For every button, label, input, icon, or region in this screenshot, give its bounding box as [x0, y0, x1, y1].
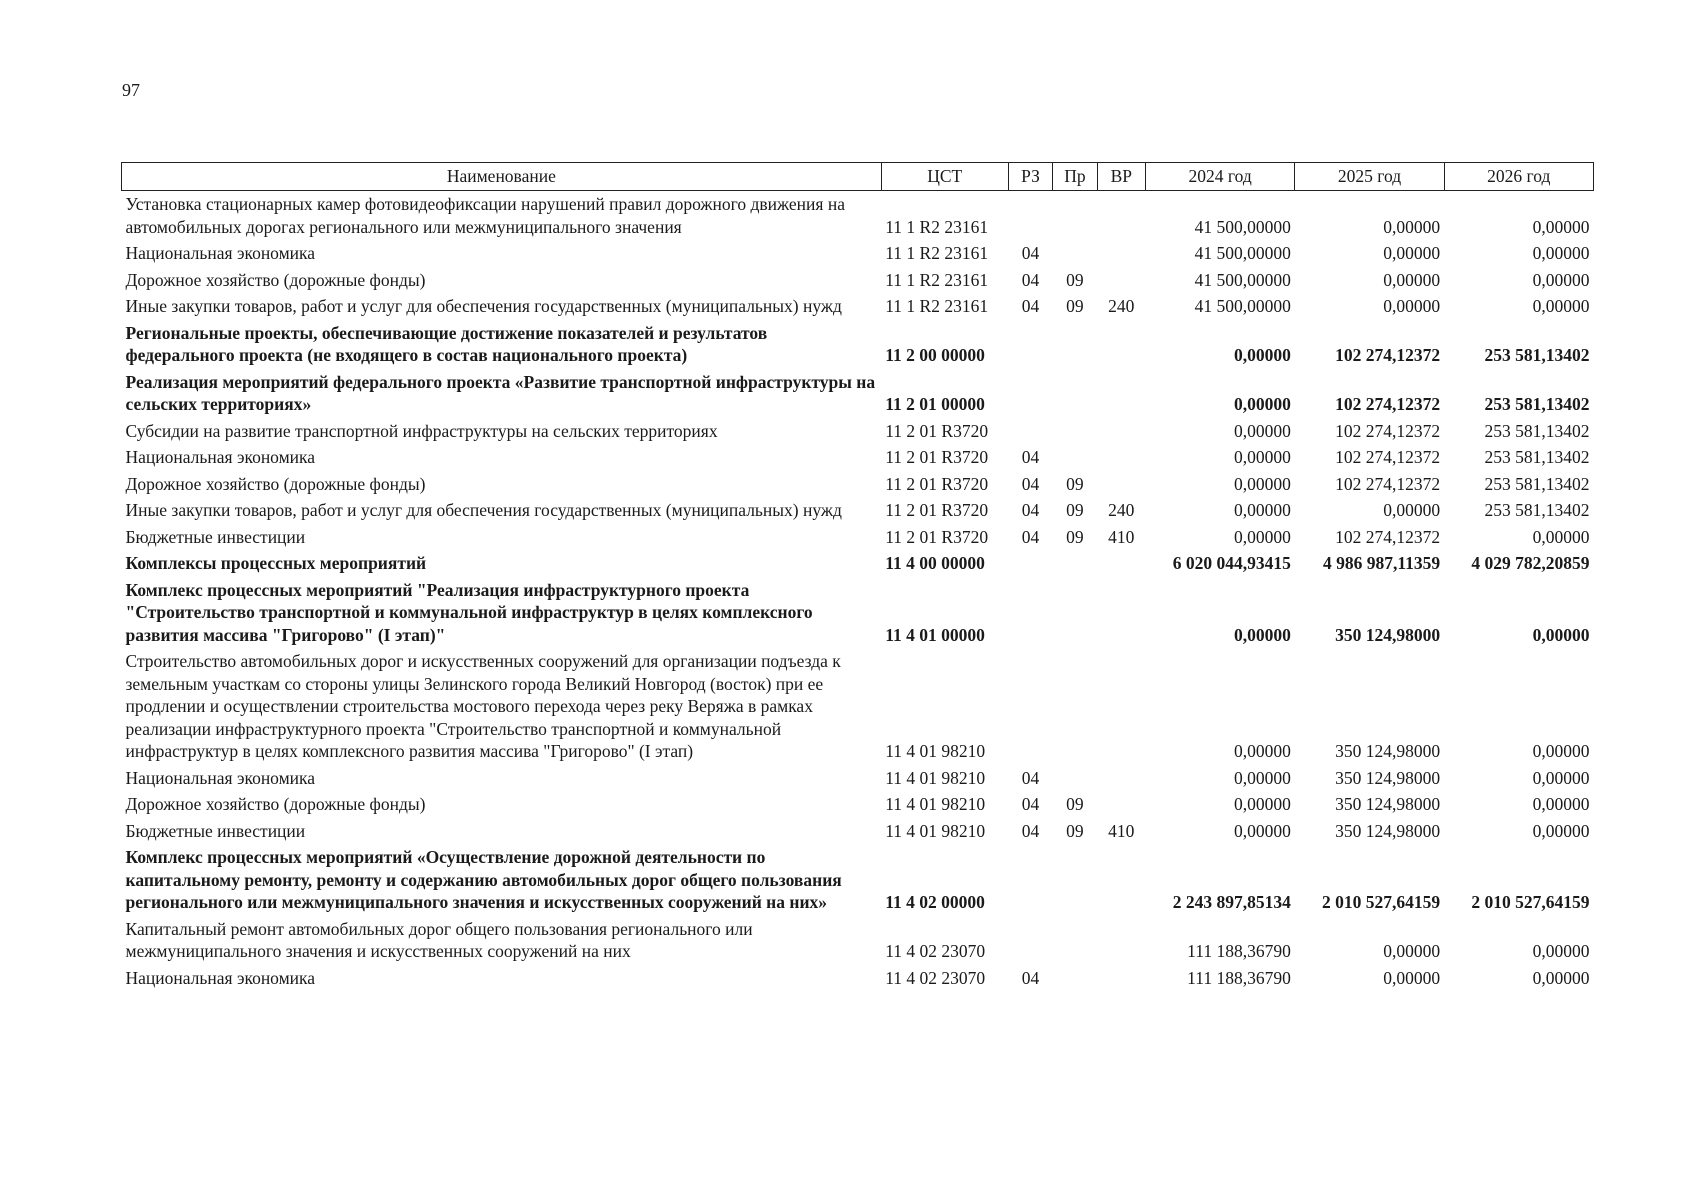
- cell-y2025: 350 124,98000: [1335, 794, 1441, 814]
- cell-name: Комплекс процессных мероприятий "Реализация инфраструктурного проекта "Строительство транспортной и коммунальной инфраструктур в целях комплексного развития массива "Григорово" (I этап)": [125, 579, 813, 645]
- cell-vr: [1097, 267, 1145, 294]
- cell-y2024: 0,00000: [1233, 447, 1291, 467]
- cell-y2026: 0,00000: [1532, 941, 1590, 961]
- header-2024: 2024 год: [1146, 163, 1295, 191]
- cell-y2026: 0,00000: [1532, 741, 1590, 761]
- cell-pr: 09: [1066, 296, 1084, 316]
- cell-y2025: 350 124,98000: [1335, 624, 1441, 645]
- cell-cst: 11 4 01 00000: [885, 624, 985, 645]
- cell-rz: [1008, 844, 1052, 916]
- cell-y2024: 0,00000: [1233, 820, 1291, 841]
- cell-cst: 11 2 00 00000: [885, 345, 985, 365]
- cell-y2026: 0,00000: [1532, 243, 1590, 263]
- cell-y2024: 0,00000: [1233, 394, 1291, 414]
- cell-pr: [1053, 191, 1097, 241]
- header-2025: 2025 год: [1295, 163, 1444, 191]
- cell-y2026: 253 581,13402: [1484, 394, 1590, 414]
- cell-cst: 11 1 R2 23161: [885, 296, 989, 316]
- cell-vr: [1097, 844, 1145, 916]
- table-row: [122, 965, 1594, 992]
- cell-y2024: 41 500,00000: [1194, 216, 1291, 237]
- cell-pr: 09: [1066, 269, 1084, 290]
- cell-y2024: 0,00000: [1233, 420, 1291, 441]
- cell-y2025: 350 124,98000: [1335, 820, 1441, 841]
- cell-pr: [1053, 916, 1097, 965]
- table-row: [122, 418, 1594, 445]
- table-row: [122, 191, 1594, 241]
- cell-y2026: 253 581,13402: [1484, 500, 1590, 520]
- cell-cst: 11 2 01 R3720: [885, 526, 989, 547]
- cell-rz: 04: [1021, 767, 1040, 788]
- table-row: [122, 791, 1594, 818]
- cell-rz: [1008, 320, 1052, 369]
- cell-cst: 11 1 R2 23161: [885, 243, 989, 263]
- cell-y2025: 102 274,12372: [1335, 473, 1441, 494]
- cell-cst: 11 2 01 R3720: [885, 500, 989, 520]
- cell-y2024: 0,00000: [1233, 624, 1291, 645]
- cell-cst: 11 4 00 00000: [885, 553, 985, 573]
- cell-pr: [1053, 577, 1097, 649]
- table-row: [122, 240, 1594, 267]
- cell-y2025: 0,00000: [1383, 243, 1441, 263]
- cell-vr: [1097, 471, 1145, 498]
- cell-y2024: 41 500,00000: [1194, 269, 1291, 290]
- cell-pr: [1053, 320, 1097, 369]
- cell-rz: 04: [1021, 243, 1040, 263]
- cell-y2025: 0,00000: [1383, 216, 1441, 237]
- cell-vr: [1097, 965, 1145, 992]
- cell-y2026: 2 010 527,64159: [1471, 892, 1590, 912]
- cell-y2025: 102 274,12372: [1335, 420, 1441, 441]
- cell-y2026: 4 029 782,20859: [1471, 553, 1590, 573]
- cell-pr: [1053, 550, 1097, 577]
- cell-y2026: 0,00000: [1532, 967, 1590, 988]
- cell-vr: [1097, 765, 1145, 792]
- cell-name: Национальная экономика: [125, 767, 316, 788]
- cell-name: Дорожное хозяйство (дорожные фонды): [125, 269, 426, 290]
- cell-name: Региональные проекты, обеспечивающие достижение показателей и результатов федерального проекта (не входящего в состав национального проекта): [125, 322, 768, 365]
- cell-vr: [1097, 369, 1145, 418]
- cell-pr: 09: [1066, 820, 1084, 841]
- cell-y2026: 0,00000: [1532, 767, 1590, 788]
- cell-cst: 11 4 02 23070: [885, 941, 986, 961]
- cell-y2024: 0,00000: [1233, 500, 1291, 520]
- table-row: [122, 369, 1594, 418]
- table-row: [122, 916, 1594, 965]
- cell-pr: [1053, 240, 1097, 267]
- table-row: [122, 471, 1594, 498]
- cell-pr: [1053, 369, 1097, 418]
- cell-name: Реализация мероприятий федерального проекта «Развитие транспортной инфраструктуры на сельских территориях»: [125, 371, 876, 414]
- cell-y2024: 2 243 897,85134: [1172, 892, 1291, 912]
- table-row: [122, 648, 1594, 765]
- cell-name: Национальная экономика: [125, 447, 316, 467]
- cell-vr: [1097, 418, 1145, 445]
- cell-rz: [1008, 418, 1052, 445]
- cell-y2026: 253 581,13402: [1484, 447, 1590, 467]
- cell-vr: 240: [1108, 500, 1135, 520]
- cell-y2024: 41 500,00000: [1194, 296, 1291, 316]
- cell-y2026: 0,00000: [1532, 269, 1590, 290]
- cell-vr: [1097, 320, 1145, 369]
- table-body: [122, 191, 1594, 992]
- cell-cst: 11 4 01 98210: [885, 741, 986, 761]
- cell-y2024: 0,00000: [1233, 473, 1291, 494]
- cell-name: Строительство автомобильных дорог и искусственных сооружений для организации подъезда к земельным участкам со стороны улицы Зелинского города Великий Новгород (восток) при ее продлении и осуществлении строительства мостового перехода через реку Веряжа в рамках реализации инфраструктурного проекта "Строительство транспортной и коммунальной инфраструктур в целях комплексного развития массива "Григорово" (I этап): [125, 651, 841, 761]
- cell-vr: [1097, 191, 1145, 241]
- cell-y2024: 41 500,00000: [1194, 243, 1291, 263]
- cell-y2025: 102 274,12372: [1335, 526, 1441, 547]
- cell-name: Капитальный ремонт автомобильных дорог общего пользования регионального или межмуниципального значения и искусственных сооружений на них: [125, 918, 753, 961]
- cell-vr: [1097, 550, 1145, 577]
- cell-rz: [1008, 577, 1052, 649]
- cell-cst: 11 4 01 98210: [885, 820, 986, 841]
- cell-y2025: 0,00000: [1383, 296, 1441, 316]
- cell-y2026: 0,00000: [1532, 794, 1590, 814]
- cell-name: Установка стационарных камер фотовидеофиксации нарушений правил дорожного движения на автомобильных дорогах регионального или межмуниципального значения: [125, 194, 845, 237]
- cell-y2026: 0,00000: [1532, 296, 1590, 316]
- cell-name: Субсидии на развитие транспортной инфраструктуры на сельских территориях: [125, 420, 718, 441]
- cell-pr: 09: [1066, 794, 1084, 814]
- table-header-row: [122, 163, 1594, 191]
- cell-y2025: 4 986 987,11359: [1322, 553, 1441, 573]
- cell-vr: [1097, 648, 1145, 765]
- cell-rz: [1008, 916, 1052, 965]
- header-pr: Пр: [1053, 163, 1097, 191]
- cell-name: Комплекс процессных мероприятий «Осуществление дорожной деятельности по капитальному ремонту, ремонту и содержанию автомобильных дорог общего пользования регионального или межмуниципального значения и искусственных сооружений на них»: [125, 847, 842, 912]
- cell-name: Национальная экономика: [125, 967, 316, 988]
- cell-vr: 410: [1108, 820, 1135, 841]
- cell-cst: 11 2 01 R3720: [885, 473, 989, 494]
- table-row: [122, 267, 1594, 294]
- cell-name: Иные закупки товаров, работ и услуг для обеспечения государственных (муниципальных) нужд: [125, 296, 842, 316]
- cell-cst: 11 4 02 00000: [885, 892, 985, 912]
- cell-y2026: 253 581,13402: [1484, 420, 1590, 441]
- cell-cst: 11 4 01 98210: [885, 794, 986, 814]
- cell-y2025: 0,00000: [1383, 500, 1441, 520]
- page-number: 97: [122, 80, 140, 100]
- cell-rz: [1008, 648, 1052, 765]
- cell-y2026: 0,00000: [1532, 820, 1590, 841]
- cell-rz: [1008, 550, 1052, 577]
- cell-y2025: 350 124,98000: [1335, 767, 1441, 788]
- cell-rz: 04: [1021, 473, 1040, 494]
- cell-name: Национальная экономика: [125, 243, 316, 263]
- table-row: [122, 444, 1594, 471]
- table-row: [122, 844, 1594, 916]
- cell-pr: 09: [1066, 526, 1084, 547]
- cell-pr: [1053, 844, 1097, 916]
- cell-y2026: 0,00000: [1532, 526, 1590, 547]
- cell-pr: 09: [1066, 473, 1084, 494]
- cell-y2026: 0,00000: [1532, 216, 1590, 237]
- cell-rz: 04: [1021, 447, 1040, 467]
- cell-rz: 04: [1021, 794, 1040, 814]
- header-2026: 2026 год: [1444, 163, 1593, 191]
- table-row: [122, 524, 1594, 551]
- cell-name: Бюджетные инвестиции: [125, 820, 306, 841]
- cell-rz: [1008, 369, 1052, 418]
- cell-y2026: 253 581,13402: [1484, 345, 1590, 365]
- cell-y2024: 6 020 044,93415: [1172, 553, 1291, 573]
- cell-vr: [1097, 577, 1145, 649]
- table-row: [122, 293, 1594, 320]
- cell-name: Дорожное хозяйство (дорожные фонды): [125, 794, 426, 814]
- cell-pr: [1053, 765, 1097, 792]
- cell-y2025: 350 124,98000: [1335, 741, 1441, 761]
- cell-y2025: 102 274,12372: [1335, 345, 1441, 365]
- cell-cst: 11 4 01 98210: [885, 767, 986, 788]
- cell-vr: 240: [1108, 296, 1135, 316]
- cell-y2025: 102 274,12372: [1335, 447, 1441, 467]
- cell-y2025: 102 274,12372: [1335, 394, 1441, 414]
- cell-y2025: 0,00000: [1383, 269, 1441, 290]
- cell-rz: 04: [1021, 820, 1040, 841]
- cell-y2024: 111 188,36790: [1187, 941, 1291, 961]
- table-row: [122, 577, 1594, 649]
- cell-y2025: 0,00000: [1383, 967, 1441, 988]
- cell-y2024: 111 188,36790: [1187, 967, 1291, 988]
- cell-name: Бюджетные инвестиции: [125, 526, 306, 547]
- cell-y2026: 253 581,13402: [1484, 473, 1590, 494]
- cell-y2025: 0,00000: [1383, 941, 1441, 961]
- cell-vr: [1097, 240, 1145, 267]
- cell-cst: 11 2 01 R3720: [885, 420, 989, 441]
- cell-y2024: 0,00000: [1233, 794, 1291, 814]
- cell-name: Комплексы процессных мероприятий: [125, 553, 427, 573]
- cell-vr: [1097, 444, 1145, 471]
- cell-cst: 11 2 01 00000: [885, 394, 985, 414]
- cell-rz: 04: [1021, 296, 1040, 316]
- cell-pr: [1053, 444, 1097, 471]
- cell-y2024: 0,00000: [1233, 741, 1291, 761]
- cell-pr: 09: [1066, 500, 1084, 520]
- cell-rz: 04: [1021, 269, 1040, 290]
- cell-y2024: 0,00000: [1233, 526, 1291, 547]
- cell-vr: [1097, 791, 1145, 818]
- cell-y2026: 0,00000: [1532, 624, 1590, 645]
- cell-y2024: 0,00000: [1233, 345, 1291, 365]
- header-cst: ЦСТ: [881, 163, 1008, 191]
- cell-vr: [1097, 916, 1145, 965]
- header-vr: ВР: [1097, 163, 1145, 191]
- cell-name: Дорожное хозяйство (дорожные фонды): [125, 473, 426, 494]
- cell-cst: 11 1 R2 23161: [885, 269, 989, 290]
- cell-y2025: 2 010 527,64159: [1322, 892, 1441, 912]
- table-row: [122, 550, 1594, 577]
- budget-table: [121, 162, 1594, 991]
- cell-pr: [1053, 418, 1097, 445]
- cell-y2024: 0,00000: [1233, 767, 1291, 788]
- cell-cst: 11 2 01 R3720: [885, 447, 989, 467]
- cell-pr: [1053, 648, 1097, 765]
- cell-cst: 11 1 R2 23161: [885, 216, 989, 237]
- cell-pr: [1053, 965, 1097, 992]
- header-name: Наименование: [122, 163, 882, 191]
- cell-cst: 11 4 02 23070: [885, 967, 986, 988]
- cell-rz: 04: [1021, 500, 1040, 520]
- cell-rz: 04: [1021, 967, 1040, 988]
- table-row: [122, 320, 1594, 369]
- table-row: [122, 497, 1594, 524]
- cell-rz: [1008, 191, 1052, 241]
- table-row: [122, 765, 1594, 792]
- cell-rz: 04: [1021, 526, 1040, 547]
- cell-vr: 410: [1108, 526, 1135, 547]
- cell-name: Иные закупки товаров, работ и услуг для обеспечения государственных (муниципальных) нужд: [125, 500, 842, 520]
- table-row: [122, 818, 1594, 845]
- header-rz: РЗ: [1008, 163, 1052, 191]
